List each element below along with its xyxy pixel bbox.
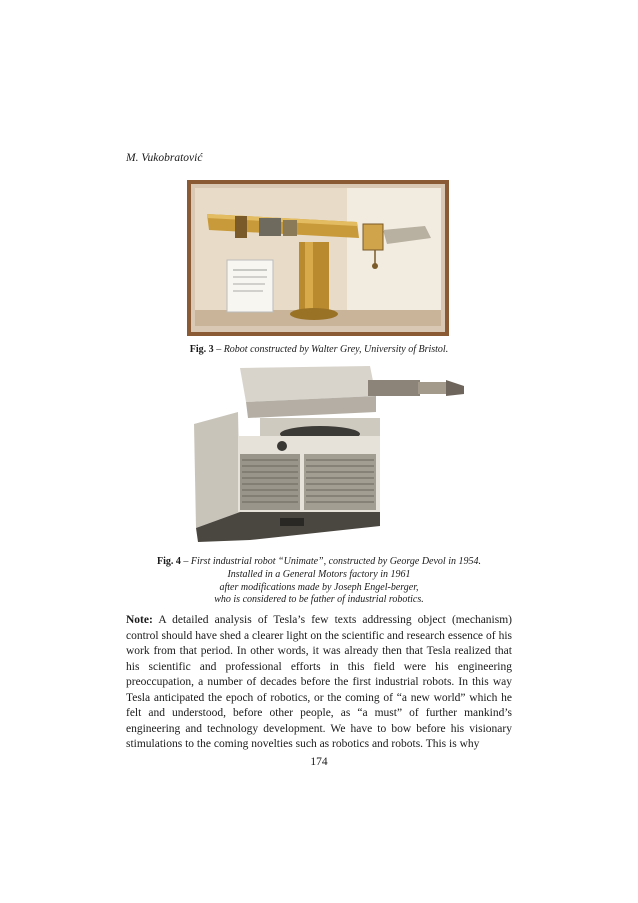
figure-3-label: Fig. 3 bbox=[189, 344, 214, 355]
figure-4-photo bbox=[180, 362, 470, 550]
figure-4-caption-line: after modifications made by Joseph Engel-berger, bbox=[219, 581, 419, 593]
body-paragraph bbox=[126, 613, 512, 753]
figure-4-caption bbox=[126, 556, 512, 607]
figure-3-caption bbox=[126, 344, 512, 357]
figure-4-caption-line: who is considered to be father of industrial robotics. bbox=[214, 594, 424, 606]
page-number: 174 bbox=[310, 756, 328, 768]
note-label: Note: bbox=[126, 614, 153, 626]
body-text: A detailed analysis of Tesla’s few texts addressing object (mechanism) control should have shed a clearer light on the scientific and research essence of his work from that period. In other words, it was already then that Tesla realized that his scientific and professional efforts in this field were his engineering preoccupation, a number of decades before the first industrial robots. In this way Tesla anticipated the epoch of robotics, or the coming of “a new world” which he felt and understood, before other people, as “a must” of further mankind’s engineering and technology development. We have to bow before his visionary stimulations to the coming novelties such as robotics and robots. This is why bbox=[126, 614, 512, 750]
figure-3-caption-text: – Robot constructed by Walter Grey, University of Bristol. bbox=[213, 344, 449, 355]
figure-3-photo bbox=[187, 180, 449, 336]
figure-4-label: Fig. 4 bbox=[157, 556, 181, 567]
running-head: M. Vukobratović bbox=[126, 152, 203, 164]
figure-4-caption-line: Fig. 4 – First industrial robot “Unimate”, constructed by George Devol in 1954. bbox=[157, 556, 481, 567]
figure-4-caption-line: Installed in a General Motors factory in 1961 bbox=[227, 568, 411, 580]
